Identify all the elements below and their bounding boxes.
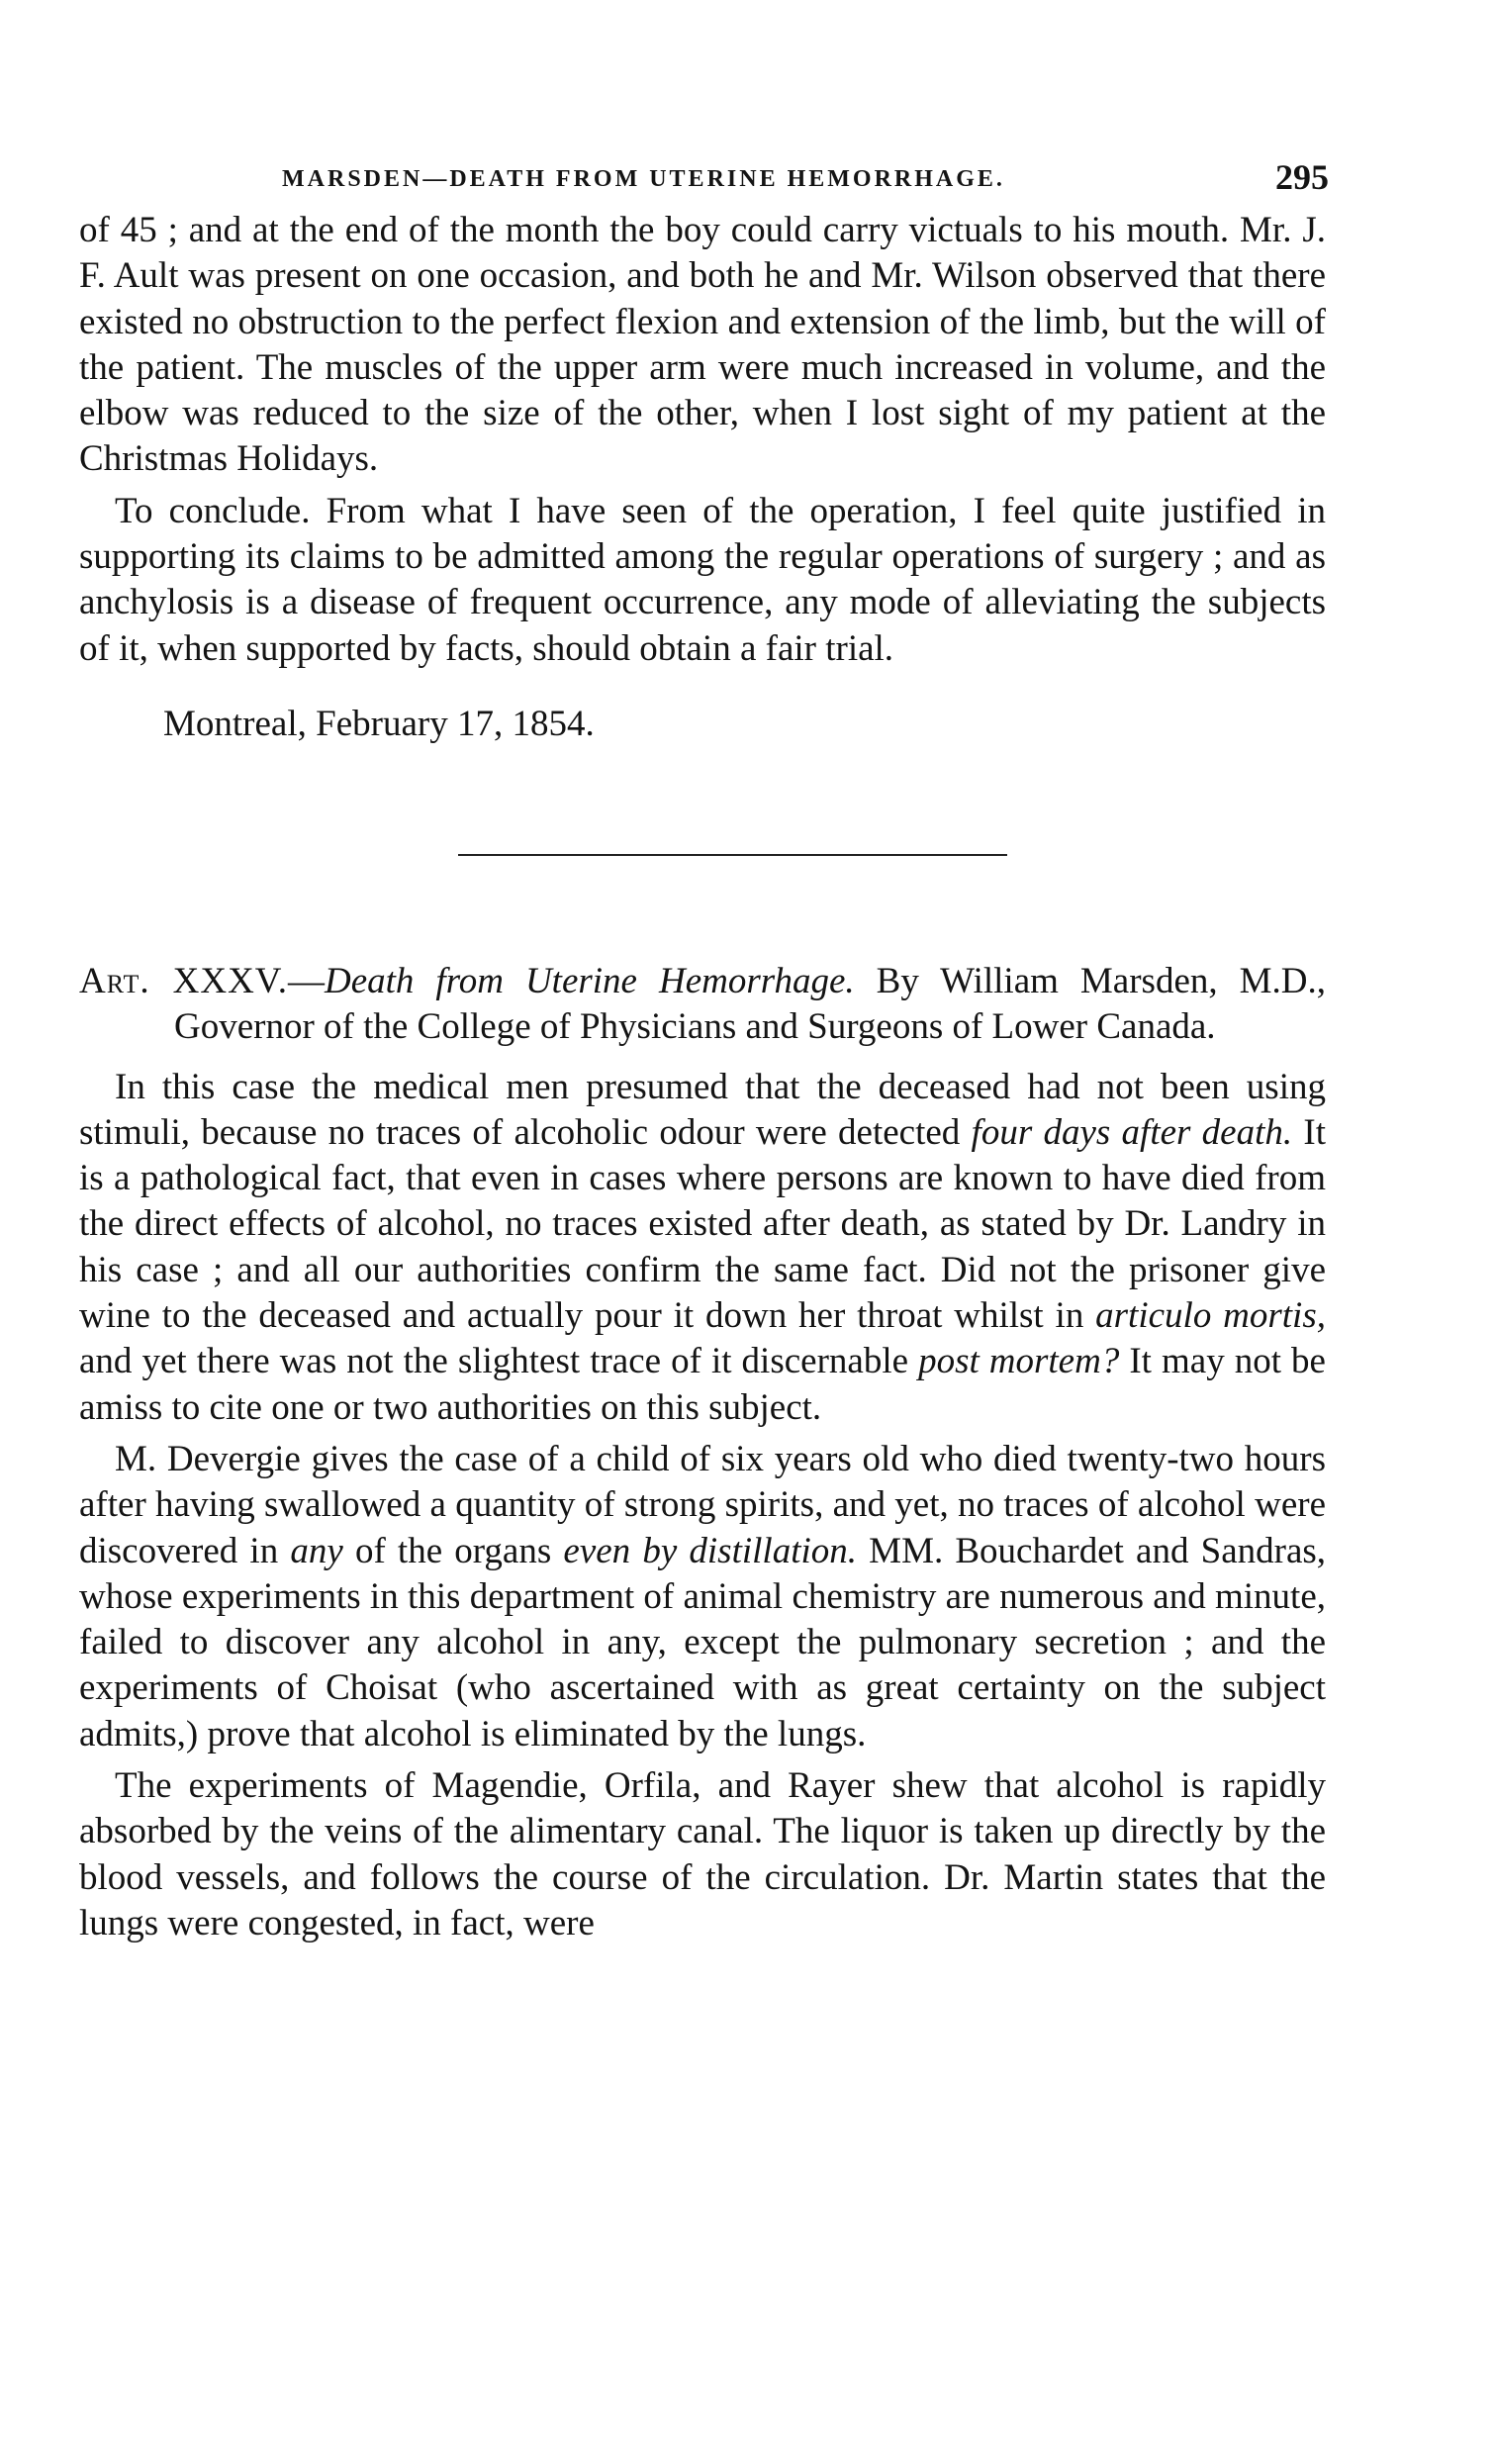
article-byline: By William Marsden, M.D., Governor of the College of Physicians and Surgeons of Lower Canada.	[174, 960, 1326, 1048]
running-header	[79, 148, 1329, 208]
book-page	[79, 148, 1329, 1946]
section-divider	[458, 854, 1007, 856]
running-title: MARSDEN—DEATH FROM UTERINE HEMORRHAGE.	[282, 166, 1005, 192]
article-paragraph-3: The experiments of Magendie, Orfila, and Rayer shew that alcohol is rapidly absorbed by the veins of the alimentary canal. The liquor is taken up directly by the blood vessels, and follows the course of the circulation. Dr. Martin states that the lungs were congested, in fact, were	[79, 1765, 1326, 1943]
article-paragraph-1: In this case the medical men presumed that the deceased had not been using stimuli, because no traces of alcoholic odour were detected four days after death. It is a pathological fact, that even in cases where persons are known to have died from the direct effects of alcohol, no traces existed after death, as stated by Dr. Landry in his case ; and all our authorities confirm the same fact. Did not the prisoner give wine to the deceased and actually pour it down her throat whilst in articulo mortis, and yet there was not the slightest trace of it discernable post mortem? It may not be amiss to cite one or two authorities on this subject.	[79, 1066, 1326, 1428]
dateline: Montreal, February 17, 1854.	[163, 703, 595, 744]
previous-article-paragraph: of 45 ; and at the end of the month the boy could carry victuals to his mouth. Mr. J. F. Ault was present on one occasion, and both he and Mr. Wilson observed that there existed no obstruction to the perfect flexion and extension of the limb, but the will of the patient. The muscles of the upper arm were much increased in volume, and the elbow was reduced to the size of the other, when I lost sight of my patient at the Christmas Holidays.	[79, 210, 1326, 480]
article-title: Death from Uterine Hemorrhage.	[325, 960, 855, 1001]
article-number: Art. XXXV.	[79, 960, 288, 1001]
article-heading: Art. XXXV.—Death from Uterine Hemorrhage. By William Marsden, M.D., Governor of the College of Physicians and Surgeons of Lower Canada.	[79, 960, 1326, 1048]
article-paragraph-2: M. Devergie gives the case of a child of six years old who died twenty-two hours after having swallowed a quantity of strong spirits, and yet, no traces of alcohol were discovered in any of the organs even by distillation. MM. Bouchardet and Sandras, whose experiments in this department of animal chemistry are numerous and minute, failed to discover any alcohol in any, except the pulmonary secretion ; and the experiments of Choisat (who ascertained with as great certainty on the subject admits,) prove that alcohol is eliminated by the lungs.	[79, 1438, 1327, 1754]
previous-article-conclusion: To conclude. From what I have seen of the operation, I feel quite justified in supporting its claims to be admitted among the regular operations of surgery ; and as anchylosis is a disease of frequent occurrence, any mode of alleviating the subjects of it, when supported by facts, should obtain a fair trial.	[79, 490, 1326, 669]
page-number: 295	[1275, 157, 1329, 197]
